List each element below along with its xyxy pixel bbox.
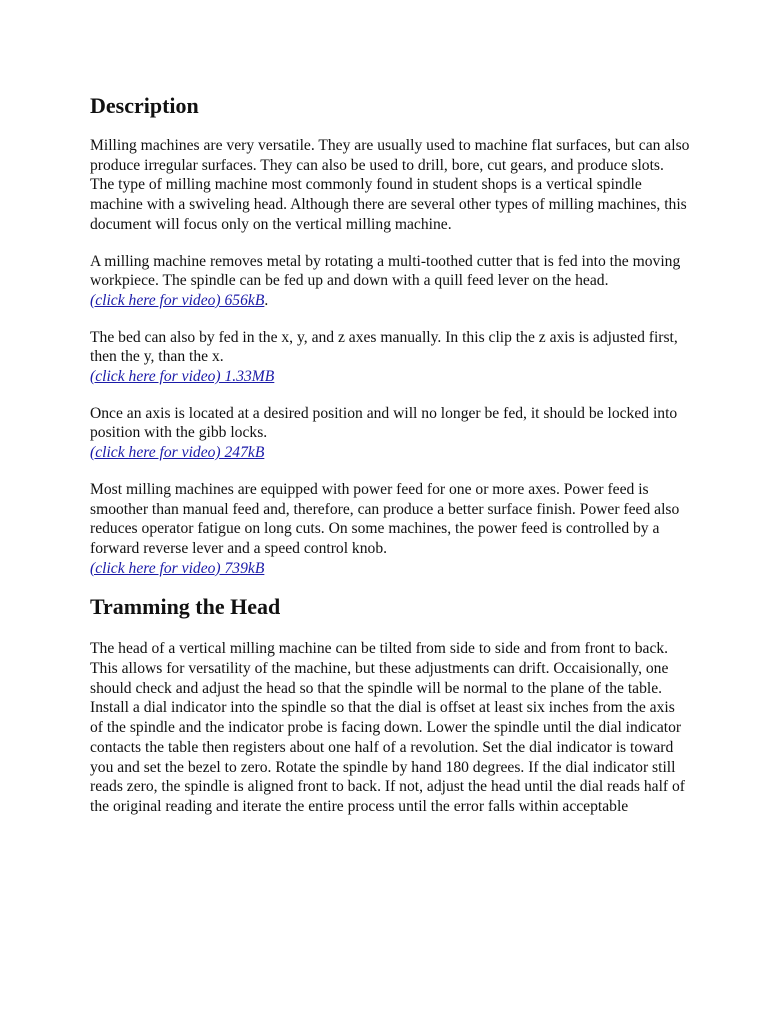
video-link-gibb-locks[interactable]: (click here for video) 247kB: [90, 444, 265, 462]
paragraph-gibb-locks: [90, 404, 690, 463]
paragraph-text: The head of a vertical milling machine can be tilted from side to side and from front to back. This allows for versatility of the machine, but these adjustments can drift. Occaisionally, one should check and adjust the head so that the spindle will be normal to the plane of the table. Install a dial indicator into the spindle so that the dial is offset at least six inches from the axis of the spindle and the indicator probe is facing down. Lower the spindle until the dial indicator contacts the table then registers about one half of a revolution. Set the dial indicator is toward you and set the bezel to zero. Rotate the spindle by hand 180 degrees. If the dial indicator still reads zero, the spindle is aligned front to back. If not, adjust the head until the dial reads half of the original reading and iterate the entire process until the error falls within acceptable: [90, 640, 685, 815]
paragraph-manual-axes: [90, 328, 690, 387]
paragraph-text: A milling machine removes metal by rotating a multi-toothed cutter that is fed into the moving workpiece. The spindle can be fed up and down with a quill feed lever on the head.: [90, 252, 681, 290]
paragraph-text: Most milling machines are equipped with power feed for one or more axes. Power feed is smoother than manual feed and, therefore, can produce a better surface finish. Power feed also reduces operator fatigue on long cuts. On some machines, the power feed is controlled by a forward reverse lever and a speed control knob.: [90, 480, 680, 557]
paragraph-text: Milling machines are very versatile. They are usually used to machine flat surfaces, but can also produce irregular surfaces. They can also be used to drill, bore, cut gears, and produce slots. The type of milling machine most commonly found in student shops is a vertical spindle machine with a swiveling head. Although there are several other types of milling machines, this document will focus only on the vertical milling machine.: [90, 137, 690, 233]
paragraph-text: The bed can also by fed in the x, y, and z axes manually. In this clip the z axis is adjusted first, then the y, than the x.: [90, 328, 678, 366]
paragraph-text: Once an axis is located at a desired position and will no longer be fed, it should be locked into position with the gibb locks.: [90, 404, 678, 442]
paragraph-power-feed: [90, 480, 690, 579]
section-heading-tramming: Tramming the Head: [90, 594, 281, 620]
video-link-manual-axes[interactable]: (click here for video) 1.33MB: [90, 368, 275, 386]
video-link-quill-feed[interactable]: (click here for video) 656kB: [90, 291, 265, 309]
paragraph-quill-feed: [90, 252, 690, 311]
document-content: [90, 94, 690, 834]
link-suffix: .: [264, 291, 269, 309]
paragraph-tramming: [90, 639, 690, 816]
paragraph-overview: [90, 136, 690, 235]
section-heading-description: Description: [90, 93, 199, 118]
video-link-power-feed[interactable]: (click here for video) 739kB: [90, 559, 265, 577]
